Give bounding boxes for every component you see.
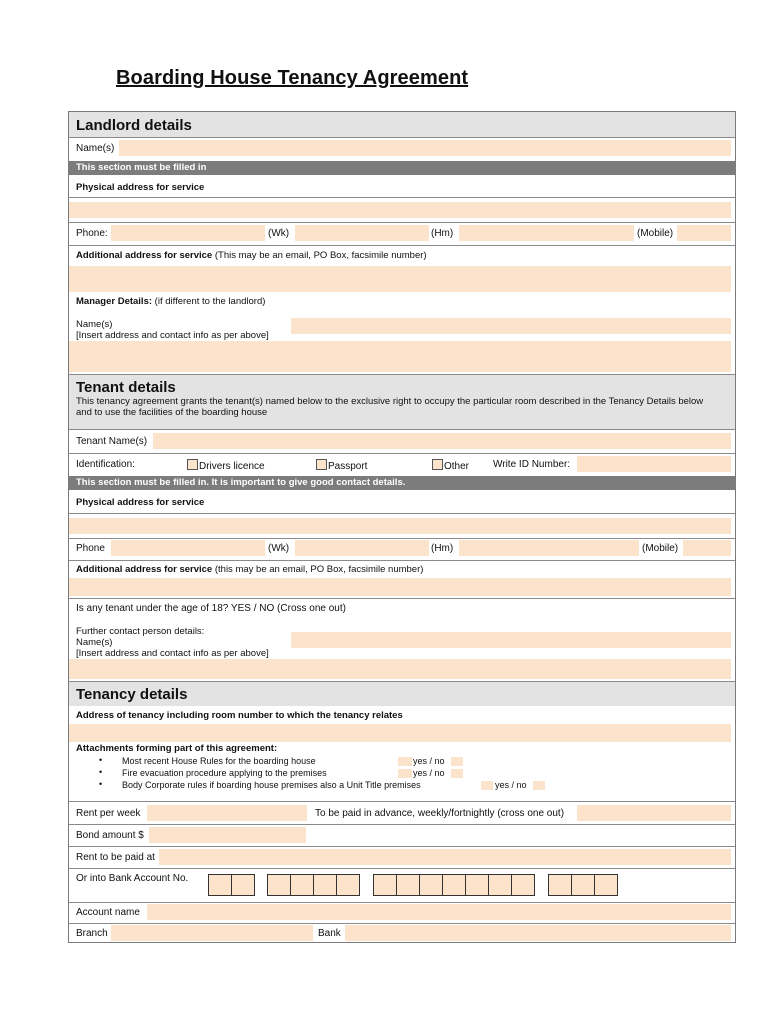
landlord-phone-hm-input[interactable] [295, 225, 429, 241]
tenant-intro: This tenancy agreement grants the tenant(s) named below to the exclusive right to occupy the particular room described in the Tenancy Details below and to use the facilities of the boarding house [76, 396, 704, 418]
manager-names-input[interactable] [291, 318, 731, 334]
tenant-phone-hm-input[interactable] [295, 540, 429, 556]
attachment-body-corporate-yn[interactable]: yes / no [495, 780, 527, 790]
attachment-house-rules-yn[interactable]: yes / no [413, 756, 445, 766]
identification-label: Identification: [76, 459, 135, 470]
further-contact-insert-note: [Insert address and contact info as per above] [76, 648, 269, 659]
id-option-drivers-licence[interactable]: Drivers licence [187, 459, 265, 472]
attachment-house-rules-pad [451, 757, 463, 766]
tenant-heading: Tenant details [76, 379, 176, 396]
checkbox-icon [187, 459, 198, 470]
id-option-passport[interactable]: Passport [316, 459, 367, 472]
write-id-label: Write ID Number: [493, 459, 571, 470]
account-name-input[interactable] [147, 904, 731, 920]
manager-details-label: Manager Details: (if different to the landlord) [76, 296, 266, 307]
manager-address-input[interactable] [69, 341, 731, 372]
attachment-fire-evacuation-yn[interactable]: yes / no [413, 768, 445, 778]
tenant-names-input[interactable] [153, 433, 731, 449]
landlord-phone-label: Phone: [76, 228, 108, 239]
landlord-phone-mobile-input[interactable] [459, 225, 634, 241]
branch-input[interactable] [111, 925, 313, 941]
tenant-additional-address-input[interactable] [69, 578, 731, 596]
branch-label: Branch [76, 928, 108, 939]
bond-amount-input[interactable] [149, 827, 306, 843]
tenant-phone-label: Phone [76, 543, 105, 554]
rent-frequency-input[interactable] [577, 805, 731, 821]
landlord-mobile-label: (Mobile) [637, 228, 674, 239]
attachment-body-corporate: Body Corporate rules if boarding house premises also a Unit Title premises [122, 780, 421, 790]
attachment-fire-evacuation-pad [451, 769, 463, 778]
bond-amount-label: Bond amount $ [76, 830, 144, 841]
tenant-mobile-label: (Mobile) [642, 543, 679, 554]
further-contact-names-input[interactable] [291, 632, 731, 648]
rent-paid-at-label: Rent to be paid at [76, 852, 155, 863]
further-contact-names-label: Name(s) [76, 637, 113, 648]
attachment-house-rules-box[interactable] [398, 757, 412, 766]
landlord-physical-address-input[interactable] [69, 202, 731, 218]
tenant-names-label: Tenant Name(s) [76, 436, 148, 447]
landlord-phone-mobile-extra-input[interactable] [677, 225, 731, 241]
further-contact-address-input[interactable] [69, 659, 731, 679]
rent-payment-note: To be paid in advance, weekly/fortnightly (cross one out) [315, 808, 565, 819]
further-contact-label: Further contact person details: [76, 626, 205, 637]
tenant-physical-address-label: Physical address for service [76, 497, 205, 508]
tenant-hm-label: (Hm) [431, 543, 454, 554]
tenant-must-fill-bar: This section must be filled in. It is important to give good contact details. [69, 476, 735, 490]
tenancy-address-input[interactable] [69, 724, 731, 742]
bullet-icon: • [99, 767, 103, 777]
landlord-names-label: Name(s) [76, 143, 115, 154]
account-name-label: Account name [76, 907, 140, 918]
tenant-physical-address-input[interactable] [69, 518, 731, 534]
attachments-label: Attachments forming part of this agreement: [76, 743, 278, 754]
age-question: Is any tenant under the age of 18? YES / NO (Cross one out) [76, 603, 346, 614]
tenant-phone-mobile-extra-input[interactable] [683, 540, 731, 556]
checkbox-icon [316, 459, 327, 470]
bullet-icon: • [99, 755, 103, 765]
landlord-physical-address-label: Physical address for service [76, 182, 205, 193]
bank-input[interactable] [345, 925, 731, 941]
attachment-body-corporate-pad [533, 781, 545, 790]
bullet-icon: • [99, 779, 103, 789]
attachment-fire-evacuation-box[interactable] [398, 769, 412, 778]
landlord-phone-wk-input[interactable] [111, 225, 265, 241]
bank-account-digits[interactable] [208, 874, 688, 896]
landlord-must-fill-bar: This section must be filled in [69, 161, 735, 175]
attachment-fire-evacuation: Fire evacuation procedure applying to the premises [122, 768, 327, 778]
manager-names-label: Name(s) [76, 319, 113, 330]
bank-label: Bank [318, 928, 341, 939]
landlord-heading: Landlord details [76, 117, 192, 134]
tenancy-form [68, 111, 736, 943]
rent-per-week-label: Rent per week [76, 808, 141, 819]
landlord-additional-address-label: Additional address for service (This may be an email, PO Box, facsimile number) [76, 250, 427, 261]
landlord-additional-address-input[interactable] [69, 266, 731, 292]
tenancy-address-label: Address of tenancy including room number to which the tenancy relates [76, 710, 403, 721]
manager-insert-note: [Insert address and contact info as per above] [76, 330, 269, 341]
tenant-phone-mobile-input[interactable] [459, 540, 639, 556]
id-option-other[interactable]: Other [432, 459, 469, 472]
landlord-names-input[interactable] [119, 140, 731, 156]
attachment-body-corporate-box[interactable] [481, 781, 493, 790]
rent-paid-at-input[interactable] [159, 849, 731, 865]
attachment-house-rules: Most recent House Rules for the boarding house [122, 756, 316, 766]
bank-account-label: Or into Bank Account No. [76, 873, 189, 884]
tenant-phone-wk-input[interactable] [111, 540, 265, 556]
tenant-additional-address-label: Additional address for service (this may be an email, PO Box, facsimile number) [76, 564, 424, 575]
tenant-wk-label: (Wk) [268, 543, 290, 554]
page-title: Boarding House Tenancy Agreement [116, 67, 469, 89]
landlord-hm-label: (Hm) [431, 228, 454, 239]
tenancy-heading: Tenancy details [76, 686, 188, 703]
rent-per-week-input[interactable] [147, 805, 307, 821]
landlord-wk-label: (Wk) [268, 228, 290, 239]
id-number-input[interactable] [577, 456, 731, 472]
checkbox-icon [432, 459, 443, 470]
